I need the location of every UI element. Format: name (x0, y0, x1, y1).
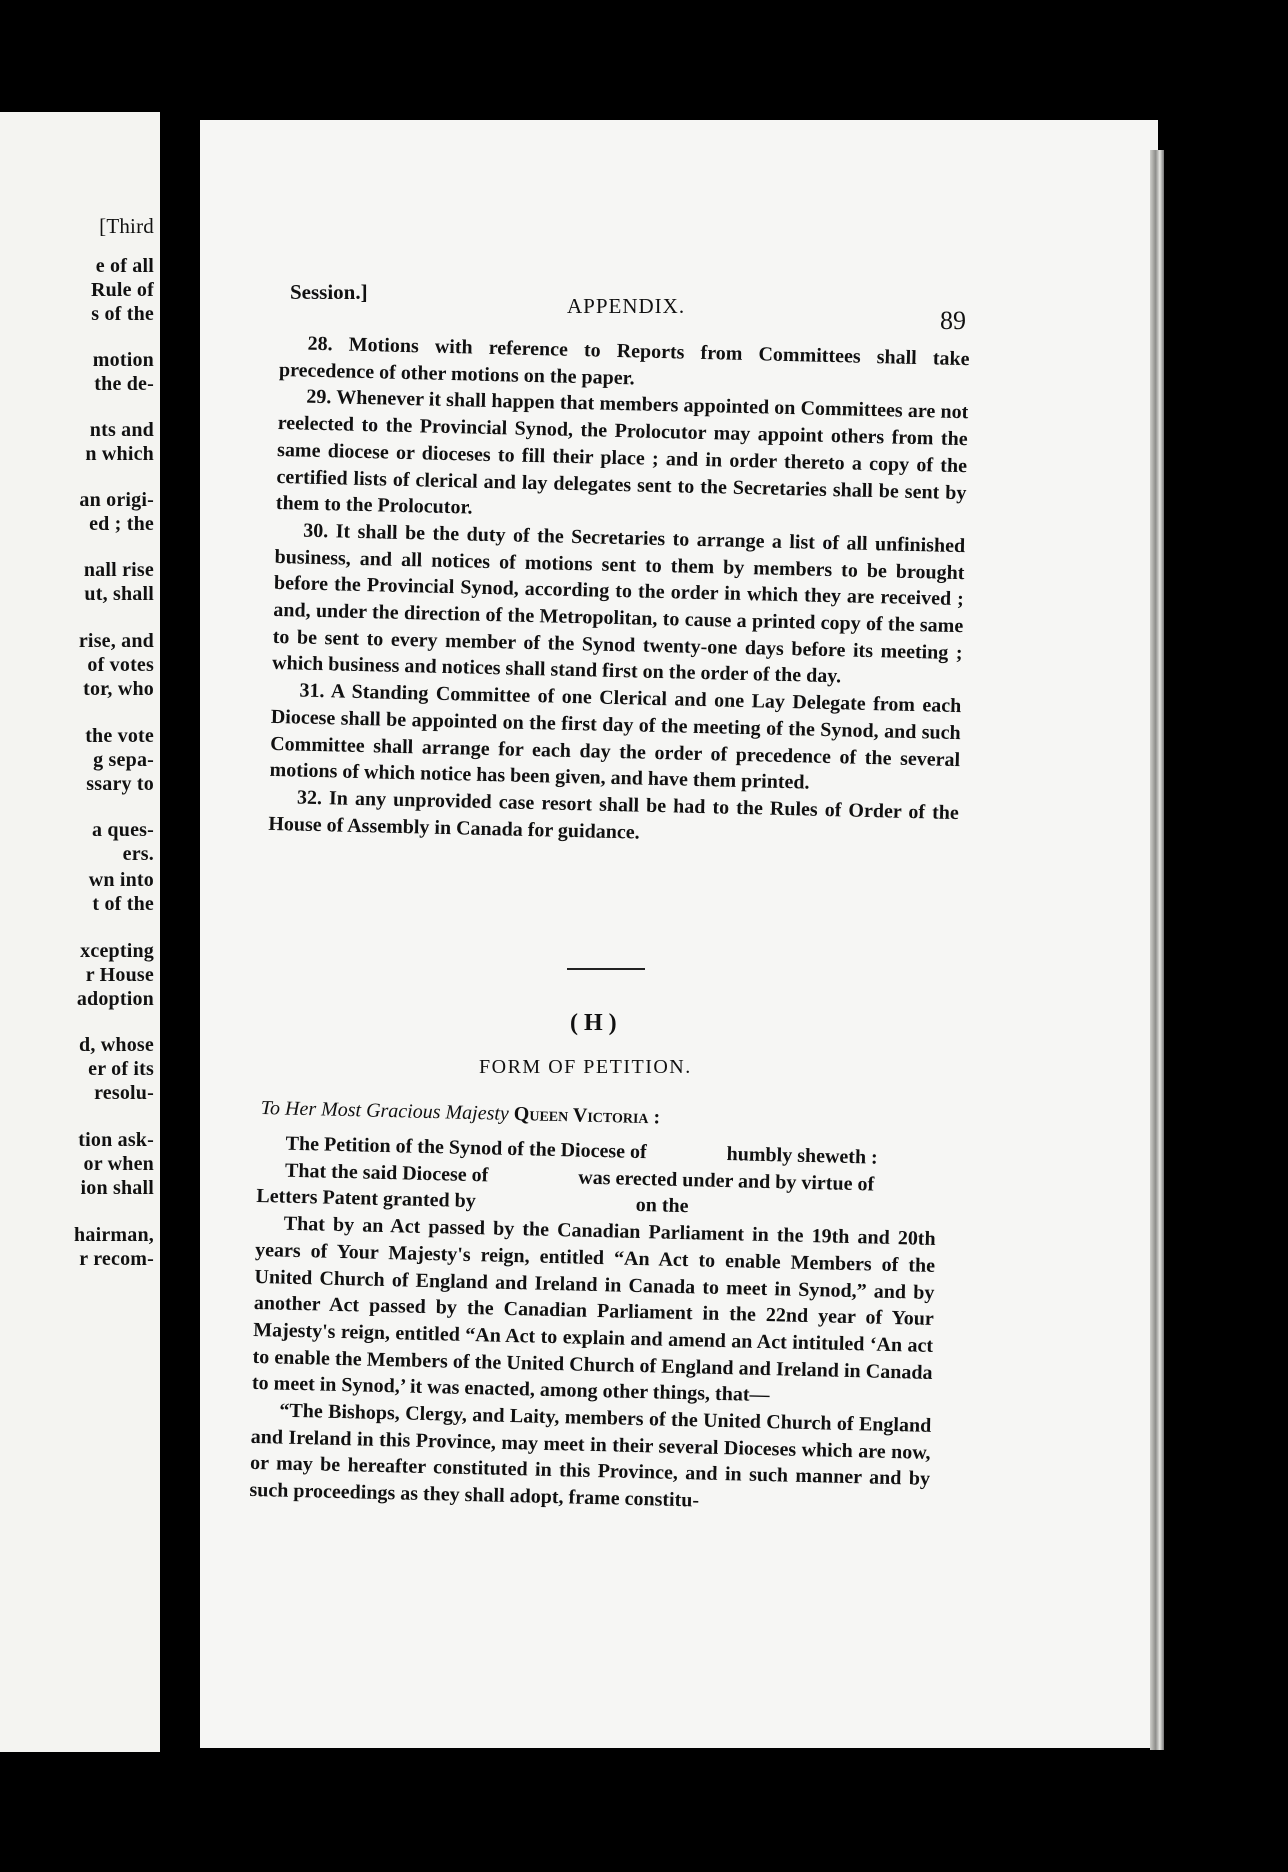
section-divider (567, 968, 645, 970)
page-edge (1150, 150, 1164, 1750)
section-title: FORM OF PETITION. (479, 1056, 692, 1078)
left-page-line: [Third (99, 214, 154, 238)
left-page-fragment (0, 112, 160, 1752)
left-page-line: resolu- (94, 1082, 154, 1104)
left-page-line: the de- (94, 373, 154, 395)
left-page-line: hairman, (74, 1224, 154, 1246)
page-number: 89 (940, 306, 966, 335)
left-page-line: a ques- (92, 819, 154, 841)
petition-sheweth: humbly sheweth : (726, 1143, 878, 1169)
left-page-line: ers. (122, 843, 154, 865)
left-page-line: an origi- (79, 489, 154, 511)
rule-31: 31. A Standing Committee of one Clerical and one Lay Delegate from each Diocese shall be appointed on the first day of the meeting of the Synod, and such Committee shall arrange for each day the order of precedence of the several motions of which notice has been given, and have them printed. (269, 679, 962, 794)
left-page-line: e of all (95, 255, 154, 277)
left-page-line: er of its (88, 1058, 154, 1080)
petition-erected: was erected under and by virtue of (578, 1166, 875, 1196)
left-page-line: Rule of (90, 279, 154, 301)
left-page-line: ion shall (80, 1177, 154, 1199)
rule-30: 30. It shall be the duty of the Secretaries to arrange a list of all unfinished business, and all notices of motions sent to them by members to be brought before the Provincial Synod, according to the order in which they are received ; and, under the direction of the Metropolitan, to cause a printed copy of the same to be sent to every member of the Synod twenty-one days before its meeting ; which business and notices shall stand first on the order of the day. (271, 519, 966, 688)
rule-29: 29. Whenever it shall happen that members appointed on Committees are not reelected to the Provincial Synod, the Prolocutor may appoint others from the same diocese or dioceses to fill their place ; and in order thereto a copy of the certified lists of clerical and lay delegates sent to the Secretaries shall be sent by them to the Prolocutor. (275, 386, 969, 519)
rules-section (268, 330, 970, 853)
rule-32: 32. In any unprovided case resort shall be had to the Rules of Order of the House of Assembly in Canada for guidance. (268, 786, 960, 844)
left-page-line: n which (85, 443, 154, 465)
left-page-line: or when (83, 1153, 154, 1175)
left-page-line: t of the (92, 893, 154, 915)
left-page-line: s of the (91, 303, 154, 325)
left-page-line: tor, who (83, 678, 154, 700)
left-page-line: nts and (89, 419, 154, 441)
left-page-line: wn into (88, 869, 154, 891)
running-header-left: Session.] (290, 280, 368, 304)
left-page-line: g sepa- (93, 749, 154, 771)
left-page-line: ut, shall (84, 583, 154, 605)
petition-letters: Letters Patent granted by (256, 1185, 477, 1213)
left-page-line: the vote (85, 725, 154, 747)
address-prefix: To Her Most Gracious Majesty (260, 1097, 510, 1125)
petition-date: on the (635, 1194, 689, 1218)
petition-opening: The Petition of the Synod of the Diocese of (285, 1132, 647, 1164)
running-header-title: APPENDIX. (567, 294, 686, 318)
left-page-line: ed ; the (89, 513, 154, 535)
petition-diocese: That the said Diocese of (284, 1159, 489, 1187)
left-page-line: d, whose (79, 1034, 154, 1056)
left-page-line: r recom- (79, 1248, 154, 1270)
petition-paragraph-quote: “The Bishops, Clergy, and Laity, members of the United Church of England and Ireland in this Province, may meet in their several Dioceses which are now, or may be hereafter constituted in this Province, and in such manner and by such proceedings as they shall adopt, frame constitu- (249, 1399, 932, 1512)
left-page-line: rise, and (78, 630, 154, 652)
rule-28: 28. Motions with reference to Reports from Committees shall take precedence of other motions on the paper. (278, 332, 970, 390)
left-page-line: nall rise (83, 559, 154, 581)
left-page-line: r House (85, 964, 154, 986)
address-name: Queen Victoria : (513, 1102, 661, 1129)
left-page-line: adoption (76, 988, 154, 1010)
petition-paragraph-act: That by an Act passed by the Canadian Parliament in the 19th and 20th years of Your Majesty's reign, entitled “An Act to enable Members of the United Church of England and Ireland in Canada to meet in Synod,” and by another Act passed by the Canadian Parliament in the 22nd year of Your Majesty's reign, entitled “An Act to explain and amend an Act intituled ‘An act to enable the Members of the United Church of England and Ireland in Canada to meet in Synod,’ it was enacted, among other things, that— (251, 1212, 936, 1407)
left-page-line: motion (92, 349, 154, 371)
section-mark: ( H ) (570, 1010, 617, 1036)
left-page-line: xcepting (80, 940, 154, 962)
left-page-line: ssary to (86, 773, 154, 795)
left-page-line: of votes (87, 654, 154, 676)
petition-body (249, 1130, 938, 1520)
left-page-line: tion ask- (78, 1129, 154, 1151)
